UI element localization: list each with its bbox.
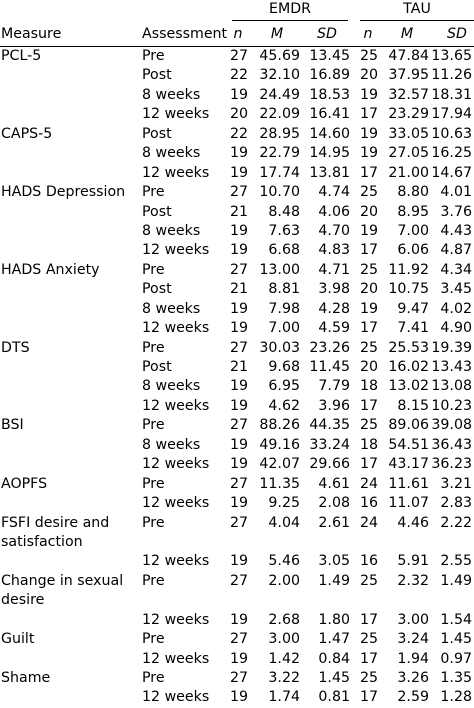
table-row <box>0 436 474 455</box>
emdr-m-cell: 10.70 <box>259 184 300 201</box>
tau-sd-cell: 14.67 <box>431 164 472 181</box>
assessment-cell: 8 weeks <box>142 436 201 453</box>
emdr-m-cell: 9.25 <box>268 495 300 512</box>
table-row <box>0 164 474 183</box>
assessment-cell: 12 weeks <box>142 106 210 123</box>
emdr-sd-cell: 1.45 <box>318 670 350 687</box>
measure-cell: DTS <box>1 339 30 356</box>
measure-cell: Change in sexual desire <box>1 572 124 608</box>
emdr-n-cell: 19 <box>229 320 248 337</box>
tau-sd-cell: 10.23 <box>431 397 472 414</box>
emdr-sd-cell: 7.79 <box>318 378 350 395</box>
group-emdr-rule <box>232 20 348 21</box>
tau-m-cell: 47.84 <box>388 48 429 64</box>
table-row <box>0 222 474 241</box>
tau-n-cell: 25 <box>359 631 378 648</box>
assessment-cell: 12 weeks <box>142 164 210 181</box>
tau-m-cell: 27.05 <box>388 145 429 162</box>
emdr-m-cell: 6.95 <box>268 378 300 395</box>
col-measure: Measure <box>1 26 62 42</box>
tau-n-cell: 25 <box>359 339 378 356</box>
emdr-n-cell: 19 <box>229 222 248 239</box>
tau-n-cell: 18 <box>359 436 378 453</box>
measure-cell: Guilt <box>1 631 35 648</box>
tau-sd-cell: 4.01 <box>440 184 472 201</box>
table-row <box>0 494 474 513</box>
tau-sd-cell: 16.25 <box>431 145 472 162</box>
tau-m-cell: 11.92 <box>388 261 429 278</box>
emdr-sd-cell: 18.53 <box>309 86 350 103</box>
table-row <box>0 47 474 66</box>
group-tau-rule <box>360 20 474 21</box>
emdr-m-cell: 1.42 <box>268 650 300 667</box>
emdr-sd-cell: 23.26 <box>309 339 350 356</box>
tau-n-cell: 25 <box>359 670 378 687</box>
emdr-m-cell: 88.26 <box>259 417 300 434</box>
tau-m-cell: 10.75 <box>388 281 429 298</box>
assessment-cell: 8 weeks <box>142 145 201 162</box>
emdr-m-cell: 1.74 <box>268 689 300 706</box>
tau-n-cell: 17 <box>359 611 378 628</box>
assessment-cell: Pre <box>142 339 165 356</box>
emdr-m-cell: 49.16 <box>259 436 300 453</box>
tau-sd-cell: 4.34 <box>440 261 472 278</box>
tau-m-cell: 33.05 <box>388 125 429 142</box>
emdr-sd-cell: 3.98 <box>318 281 350 298</box>
tau-n-cell: 17 <box>359 164 378 181</box>
emdr-n-cell: 21 <box>229 359 248 375</box>
tau-n-cell: 19 <box>359 86 378 103</box>
table-row <box>0 572 474 611</box>
emdr-n-cell: 19 <box>229 300 248 317</box>
tau-m-cell: 54.51 <box>388 436 429 453</box>
emdr-n-cell: 27 <box>229 572 248 589</box>
emdr-n-cell: 27 <box>229 417 248 434</box>
measure-cell: HADS Depression <box>1 184 126 201</box>
emdr-m-cell: 7.98 <box>268 300 300 317</box>
emdr-sd-cell: 1.47 <box>318 631 350 648</box>
emdr-m-cell: 22.79 <box>259 145 300 162</box>
table-row <box>0 455 474 474</box>
assessment-cell: 12 weeks <box>142 242 210 259</box>
emdr-m-cell: 3.00 <box>268 631 300 648</box>
assessment-cell: 8 weeks <box>142 222 201 239</box>
table-row <box>0 669 474 688</box>
table-row <box>0 183 474 202</box>
emdr-n-cell: 27 <box>229 339 248 356</box>
tau-sd-cell: 1.45 <box>440 631 472 648</box>
emdr-sd-cell: 11.45 <box>309 359 350 375</box>
col-tau-sd: SD <box>447 26 467 42</box>
emdr-sd-cell: 2.61 <box>318 514 350 531</box>
emdr-m-cell: 7.63 <box>268 222 300 239</box>
emdr-sd-cell: 3.05 <box>318 553 350 570</box>
measure-cell: HADS Anxiety <box>1 261 100 278</box>
tau-m-cell: 23.29 <box>388 106 429 123</box>
measure-cell: FSFI desire and satisfaction <box>1 514 110 550</box>
emdr-n-cell: 19 <box>229 145 248 162</box>
tau-n-cell: 19 <box>359 125 378 142</box>
emdr-m-cell: 30.03 <box>259 339 300 356</box>
emdr-m-cell: 3.22 <box>268 670 300 687</box>
emdr-m-cell: 28.95 <box>259 125 300 142</box>
tau-m-cell: 43.17 <box>388 456 429 473</box>
tau-sd-cell: 18.31 <box>431 86 472 103</box>
tau-n-cell: 19 <box>359 222 378 239</box>
emdr-n-cell: 19 <box>229 456 248 473</box>
assessment-cell: Post <box>142 125 172 142</box>
tau-sd-cell: 4.90 <box>440 320 472 337</box>
emdr-m-cell: 8.81 <box>268 281 300 298</box>
emdr-m-cell: 7.00 <box>268 320 300 337</box>
col-tau-m: M <box>400 26 414 42</box>
tau-m-cell: 7.41 <box>397 320 429 337</box>
assessment-cell: Pre <box>142 475 165 492</box>
tau-sd-cell: 3.76 <box>440 203 472 220</box>
emdr-sd-cell: 44.35 <box>309 417 350 434</box>
emdr-sd-cell: 4.61 <box>318 475 350 492</box>
emdr-sd-cell: 33.24 <box>309 436 350 453</box>
tau-sd-cell: 1.28 <box>440 689 472 706</box>
table-row <box>0 475 474 494</box>
assessment-cell: 12 weeks <box>142 320 210 337</box>
emdr-n-cell: 19 <box>229 86 248 103</box>
emdr-m-cell: 13.00 <box>259 261 300 278</box>
tau-n-cell: 17 <box>359 456 378 473</box>
assessment-cell: 8 weeks <box>142 300 201 317</box>
tau-n-cell: 24 <box>359 514 378 531</box>
emdr-sd-cell: 0.84 <box>318 650 350 667</box>
emdr-n-cell: 19 <box>229 397 248 414</box>
assessment-cell: Pre <box>142 48 165 64</box>
measure-cell: AOPFS <box>1 475 48 492</box>
col-emdr-m: M <box>270 26 284 42</box>
tau-n-cell: 18 <box>359 378 378 395</box>
emdr-m-cell: 32.10 <box>259 67 300 84</box>
tau-m-cell: 89.06 <box>388 417 429 434</box>
tau-n-cell: 25 <box>359 184 378 201</box>
emdr-n-cell: 19 <box>229 553 248 570</box>
tau-m-cell: 7.00 <box>397 222 429 239</box>
emdr-sd-cell: 4.70 <box>318 222 350 239</box>
emdr-n-cell: 27 <box>229 48 248 64</box>
emdr-n-cell: 27 <box>229 670 248 687</box>
table-row <box>0 203 474 222</box>
group-header-row <box>0 0 474 22</box>
table-row <box>0 688 474 707</box>
emdr-n-cell: 27 <box>229 261 248 278</box>
emdr-sd-cell: 4.28 <box>318 300 350 317</box>
emdr-m-cell: 45.69 <box>259 48 300 64</box>
tau-sd-cell: 2.55 <box>440 553 472 570</box>
tau-sd-cell: 36.23 <box>431 456 472 473</box>
assessment-cell: 12 weeks <box>142 456 210 473</box>
table-row <box>0 280 474 299</box>
emdr-sd-cell: 1.80 <box>318 611 350 628</box>
tau-m-cell: 16.02 <box>388 359 429 375</box>
assessment-cell: 12 weeks <box>142 495 210 512</box>
tau-n-cell: 20 <box>359 67 378 84</box>
emdr-m-cell: 5.46 <box>268 553 300 570</box>
tau-m-cell: 13.02 <box>388 378 429 395</box>
assessment-cell: Post <box>142 281 172 298</box>
tau-n-cell: 17 <box>359 689 378 706</box>
emdr-n-cell: 22 <box>229 125 248 142</box>
tau-n-cell: 19 <box>359 300 378 317</box>
tau-sd-cell: 1.54 <box>440 611 472 628</box>
emdr-n-cell: 19 <box>229 650 248 667</box>
emdr-sd-cell: 1.49 <box>318 572 350 589</box>
tau-sd-cell: 36.43 <box>431 436 472 453</box>
assessment-cell: Pre <box>142 631 165 648</box>
tau-sd-cell: 4.87 <box>440 242 472 259</box>
emdr-m-cell: 6.68 <box>268 242 300 259</box>
emdr-m-cell: 24.49 <box>259 86 300 103</box>
emdr-sd-cell: 3.96 <box>318 397 350 414</box>
table-row <box>0 650 474 669</box>
tau-n-cell: 24 <box>359 475 378 492</box>
tau-sd-cell: 17.94 <box>431 106 472 123</box>
tau-m-cell: 6.06 <box>397 242 429 259</box>
tau-m-cell: 11.61 <box>388 475 429 492</box>
emdr-n-cell: 19 <box>229 495 248 512</box>
emdr-n-cell: 27 <box>229 514 248 531</box>
emdr-n-cell: 19 <box>229 436 248 453</box>
tau-n-cell: 17 <box>359 106 378 123</box>
assessment-cell: Pre <box>142 670 165 687</box>
measure-cell: BSI <box>1 417 24 434</box>
emdr-n-cell: 19 <box>229 242 248 259</box>
assessment-cell: Pre <box>142 514 165 531</box>
tau-sd-cell: 0.97 <box>440 650 472 667</box>
tau-m-cell: 9.47 <box>397 300 429 317</box>
emdr-m-cell: 11.35 <box>259 475 300 492</box>
emdr-sd-cell: 4.83 <box>318 242 350 259</box>
tau-sd-cell: 3.21 <box>440 475 472 492</box>
assessment-cell: Pre <box>142 184 165 201</box>
emdr-n-cell: 22 <box>229 67 248 84</box>
col-emdr-n: n <box>233 26 243 42</box>
tau-sd-cell: 13.08 <box>431 378 472 395</box>
emdr-sd-cell: 0.81 <box>318 689 350 706</box>
table-row <box>0 416 474 435</box>
emdr-n-cell: 20 <box>229 106 248 123</box>
tau-m-cell: 2.32 <box>397 572 429 589</box>
tau-m-cell: 8.15 <box>397 397 429 414</box>
emdr-n-cell: 19 <box>229 164 248 181</box>
assessment-cell: 12 weeks <box>142 397 210 414</box>
tau-sd-cell: 2.83 <box>440 495 472 512</box>
tau-n-cell: 25 <box>359 48 378 64</box>
tau-sd-cell: 13.65 <box>431 48 472 64</box>
col-emdr-sd: SD <box>317 26 337 42</box>
assessment-cell: Pre <box>142 417 165 434</box>
group-tau: TAU <box>403 1 431 17</box>
emdr-m-cell: 8.48 <box>268 203 300 220</box>
assessment-cell: 12 weeks <box>142 611 210 628</box>
table-row <box>0 514 474 553</box>
table-row <box>0 300 474 319</box>
assessment-cell: Pre <box>142 261 165 278</box>
emdr-n-cell: 21 <box>229 203 248 220</box>
tau-n-cell: 19 <box>359 145 378 162</box>
table-row <box>0 611 474 630</box>
tau-n-cell: 20 <box>359 359 378 375</box>
table-row <box>0 86 474 105</box>
emdr-sd-cell: 16.89 <box>309 67 350 84</box>
assessment-cell: 12 weeks <box>142 553 210 570</box>
column-header-row <box>0 22 474 47</box>
emdr-m-cell: 17.74 <box>259 164 300 181</box>
table-row <box>0 144 474 163</box>
emdr-sd-cell: 4.06 <box>318 203 350 220</box>
col-tau-n: n <box>363 26 373 42</box>
tau-m-cell: 11.07 <box>388 495 429 512</box>
tau-sd-cell: 10.63 <box>431 125 472 142</box>
tau-sd-cell: 4.43 <box>440 222 472 239</box>
tau-sd-cell: 39.08 <box>431 417 472 434</box>
assessment-cell: Pre <box>142 572 165 589</box>
tau-m-cell: 21.00 <box>388 164 429 181</box>
measure-cell: PCL-5 <box>1 48 42 64</box>
emdr-sd-cell: 16.41 <box>309 106 350 123</box>
tau-sd-cell: 3.45 <box>440 281 472 298</box>
measure-cell: Shame <box>1 670 51 687</box>
table-row <box>0 105 474 124</box>
tau-n-cell: 17 <box>359 397 378 414</box>
tau-n-cell: 17 <box>359 242 378 259</box>
emdr-sd-cell: 4.71 <box>318 261 350 278</box>
tau-n-cell: 20 <box>359 281 378 298</box>
assessment-cell: 8 weeks <box>142 378 201 395</box>
tau-n-cell: 17 <box>359 320 378 337</box>
tau-sd-cell: 11.26 <box>431 67 472 84</box>
tau-sd-cell: 13.43 <box>431 359 472 375</box>
assessment-cell: Post <box>142 67 172 84</box>
tau-m-cell: 2.59 <box>397 689 429 706</box>
tau-n-cell: 20 <box>359 203 378 220</box>
tau-m-cell: 8.80 <box>397 184 429 201</box>
emdr-m-cell: 22.09 <box>259 106 300 123</box>
tau-n-cell: 25 <box>359 261 378 278</box>
group-emdr: EMDR <box>269 1 311 17</box>
tau-sd-cell: 19.39 <box>431 339 472 356</box>
assessment-cell: 12 weeks <box>142 689 210 706</box>
tau-m-cell: 25.53 <box>388 339 429 356</box>
tau-sd-cell: 4.02 <box>440 300 472 317</box>
emdr-m-cell: 42.07 <box>259 456 300 473</box>
tau-n-cell: 17 <box>359 650 378 667</box>
tau-m-cell: 4.46 <box>397 514 429 531</box>
table-row <box>0 552 474 571</box>
measure-cell: CAPS-5 <box>1 125 53 142</box>
table-row <box>0 630 474 649</box>
emdr-sd-cell: 14.60 <box>309 125 350 142</box>
emdr-sd-cell: 13.81 <box>309 164 350 181</box>
table-row <box>0 66 474 85</box>
table-row <box>0 319 474 338</box>
tau-n-cell: 16 <box>359 553 378 570</box>
tau-m-cell: 37.95 <box>388 67 429 84</box>
emdr-n-cell: 19 <box>229 378 248 395</box>
emdr-m-cell: 2.68 <box>268 611 300 628</box>
table-row <box>0 125 474 144</box>
emdr-n-cell: 21 <box>229 281 248 298</box>
assessment-cell: Post <box>142 203 172 220</box>
tau-n-cell: 16 <box>359 495 378 512</box>
col-assessment: Assessment <box>142 26 228 42</box>
table-row <box>0 339 474 358</box>
emdr-sd-cell: 4.74 <box>318 184 350 201</box>
emdr-n-cell: 19 <box>229 689 248 706</box>
tau-m-cell: 3.24 <box>397 631 429 648</box>
table-row <box>0 261 474 280</box>
emdr-n-cell: 27 <box>229 184 248 201</box>
emdr-n-cell: 27 <box>229 475 248 492</box>
emdr-sd-cell: 4.59 <box>318 320 350 337</box>
table-row <box>0 358 474 377</box>
emdr-n-cell: 27 <box>229 631 248 648</box>
tau-sd-cell: 1.49 <box>440 572 472 589</box>
table-row <box>0 377 474 396</box>
emdr-sd-cell: 14.95 <box>309 145 350 162</box>
emdr-sd-cell: 2.08 <box>318 495 350 512</box>
tau-n-cell: 25 <box>359 572 378 589</box>
table-body <box>0 47 474 708</box>
assessment-cell: 8 weeks <box>142 86 201 103</box>
tau-m-cell: 32.57 <box>388 86 429 103</box>
emdr-sd-cell: 13.45 <box>309 48 350 64</box>
tau-sd-cell: 2.22 <box>440 514 472 531</box>
assessment-cell: 12 weeks <box>142 650 210 667</box>
emdr-m-cell: 4.04 <box>268 514 300 531</box>
emdr-m-cell: 9.68 <box>268 359 300 375</box>
emdr-n-cell: 19 <box>229 611 248 628</box>
table-row <box>0 241 474 260</box>
emdr-m-cell: 4.62 <box>268 397 300 414</box>
emdr-m-cell: 2.00 <box>268 572 300 589</box>
tau-sd-cell: 1.35 <box>440 670 472 687</box>
tau-m-cell: 1.94 <box>397 650 429 667</box>
emdr-sd-cell: 29.66 <box>309 456 350 473</box>
tau-m-cell: 5.91 <box>397 553 429 570</box>
tau-m-cell: 3.26 <box>397 670 429 687</box>
table-row <box>0 397 474 416</box>
tau-m-cell: 3.00 <box>397 611 429 628</box>
assessment-cell: Post <box>142 359 172 375</box>
tau-n-cell: 25 <box>359 417 378 434</box>
tau-m-cell: 8.95 <box>397 203 429 220</box>
